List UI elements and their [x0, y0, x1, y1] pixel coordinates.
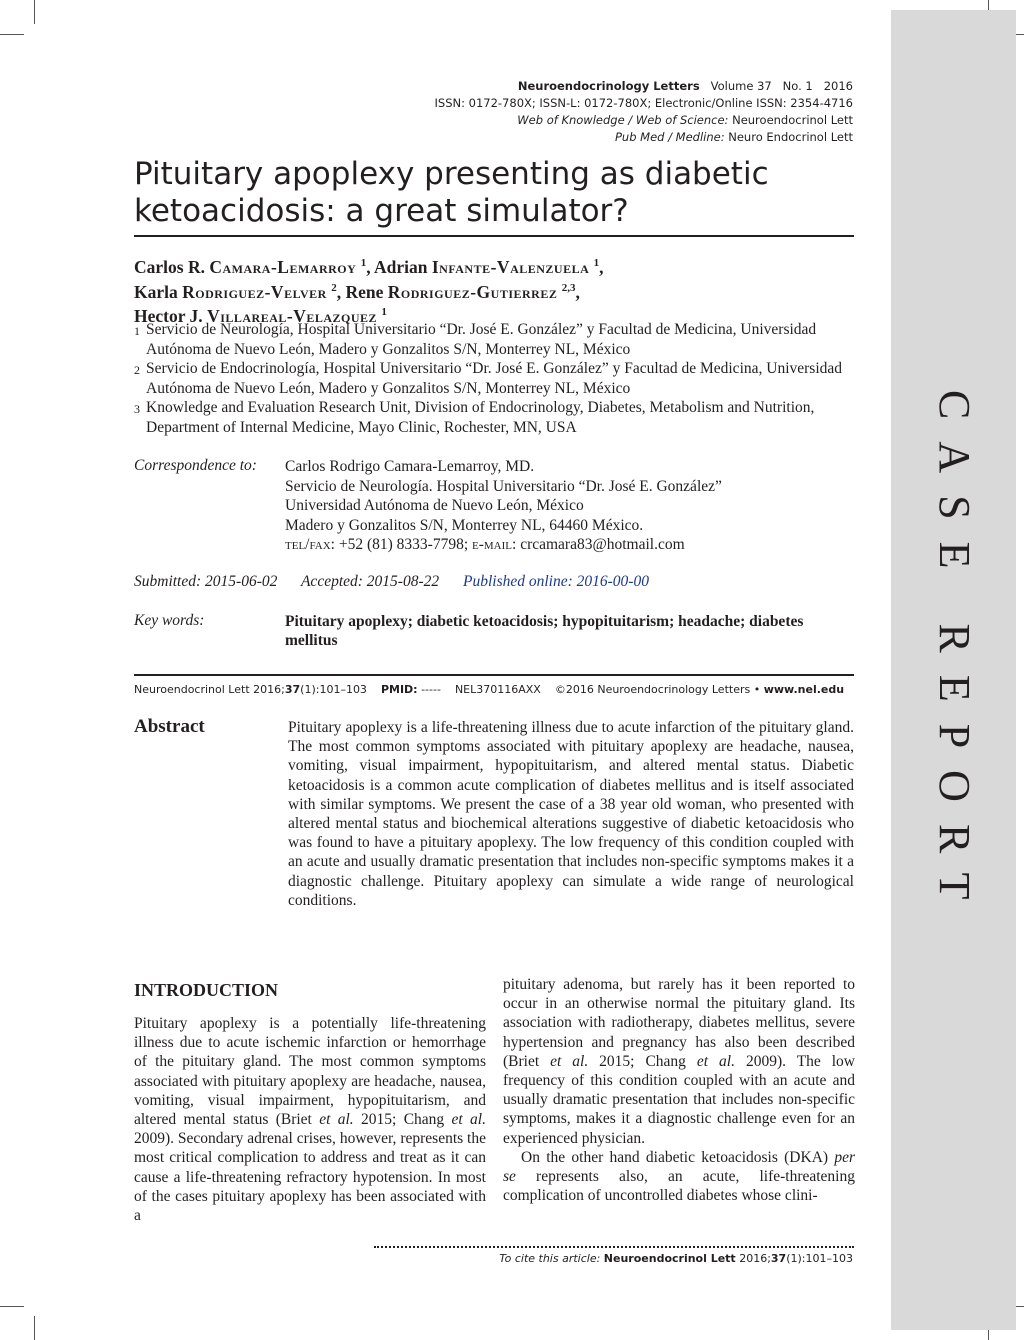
pubmed-value: Neuro Endocrinol Lett [728, 130, 853, 144]
introduction-heading: INTRODUCTION [134, 980, 279, 1000]
affiliation: 1 Servicio de Neurología, Hospital Universitario “Dr. José E. González” y Facultad de Medicina, Universidad Autónoma de Nuevo León, Madero y Gonzalitos S/N, Monterrey NL, México [134, 321, 817, 358]
correspondence-label: Correspondence to: [134, 457, 257, 474]
journal-number: No. 1 [782, 79, 813, 93]
body-column-left [134, 1014, 486, 1225]
journal-issn: ISSN: 0172-780X; ISSN-L: 0172-780X; Electronic/Online ISSN: 2354-4716 [434, 96, 853, 110]
journal-url[interactable]: www.nel.edu [763, 683, 845, 696]
paragraph: On the other hand diabetic ketoacidosis (DKA) per se represents also, an acute, life-threatening complication of uncontrolled diabetes whose clini- [503, 1148, 855, 1205]
abstract-text: Pituitary apoplexy is a life-threatening illness due to acute infarction of the pituitary gland. The most common symptoms associated with pituitary apoplexy are headache, nausea, vomiting, visual impairment, hypopituitarism, and altered mental status. Diabetic ketoacidosis is a common acute complication of diabetes mellitus and is itself associated with similar symptoms. We present the case of a 38 year old woman, who presented with altered mental status and biochemical alterations suggestive of diabetic ketoacidosis who was found to have a pituitary apoplexy. The low frequency of this condition coupled with an acute and usually dramatic presentation that includes non-specific symptoms makes it a diagnostic challenge. Pituitary apoplexy can simulate a wide range of neurological conditions. [288, 719, 854, 909]
correspondence-block [285, 457, 845, 555]
keywords: Pituitary apoplexy; diabetic ketoacidosis; hypopituitarism; headache; diabetes mellitus [285, 613, 804, 649]
journal-header [293, 78, 853, 146]
crop-mark [34, 0, 35, 24]
author: Karla Rodriguez-Velver $^2$ [134, 281, 337, 302]
copyright: ©2016 Neuroendocrinology Letters • www.nel.edu [554, 683, 845, 696]
correspondence-line: Universidad Autónoma de Nuevo León, México [285, 497, 584, 514]
affiliation: 2 Servicio de Endocrinología, Hospital Universitario “Dr. José E. González” y Facultad de Medicina, Universidad Autónoma de Nuevo León, Madero y Gonzalitos S/N, Monterrey NL, México [134, 360, 843, 397]
abstract-heading: Abstract [134, 716, 205, 737]
wok-label: Web of Knowledge / Web of Science: [517, 113, 729, 127]
crop-mark [0, 34, 24, 35]
author: Adrian Infante-Valenzuela $^1$ [373, 256, 600, 277]
author: Hector J. Villareal-Velazquez $^1$ [134, 306, 387, 327]
body-column-right [503, 975, 855, 1205]
article-title: Pituitary apoplexy presenting as diabetic ketoacidosis: a great simulator? [134, 156, 769, 229]
journal-volume: Volume 37 [710, 79, 772, 93]
dates [134, 573, 669, 591]
pubmed-label: Pub Med / Medline: [615, 130, 725, 144]
author-list: Carlos R. Camara-Lemarroy $^1$, Adrian Infante-Valenzuela $^1$, Karla Rodriguez-Velver $^2$, Rene Rodriguez-Gutierrez $^{2,3}$, Hector J. Villareal-Velazquez $^1$ [134, 256, 604, 327]
affiliation-list [134, 320, 854, 437]
affiliation: 3 Knowledge and Evaluation Research Unit, Division of Endocrinology, Diabetes, Metabolism and Nutrition, Department of Internal Medicine, Mayo Clinic, Rochester, MN, USA [134, 399, 815, 436]
published-date: Published online: 2016-00-00 [463, 573, 649, 590]
correspondence-name: Carlos Rodrigo Camara-Lemarroy, MD. [285, 458, 535, 475]
wok-value: Neuroendocrinol Lett [732, 113, 853, 127]
crop-mark [34, 1316, 35, 1340]
submitted-date: Submitted: 2015-06-02 [134, 573, 278, 590]
email-link[interactable]: crcamara83@hotmail.com [520, 536, 685, 553]
cite-rule [134, 674, 854, 676]
keywords-label: Key words: [134, 612, 205, 629]
case-report-label: CASE REPORT [930, 390, 979, 922]
correspondence-line: Madero y Gonzalitos S/N, Monterrey NL, 64460 México. [285, 516, 644, 534]
correspondence-contact: tel/fax: +52 (81) 8333-7798; e-mail: crcamara83@hotmail.com [285, 536, 685, 553]
footer-divider [374, 1246, 854, 1248]
paragraph: pituitary adenoma, but rarely has it been reported to occur in an otherwise normal the pituitary gland. Its association with radiotherapy, diabetes mellitus, severe hypertension and pregnancy has also been described (Briet et al. 2015; Chang et al. 2009). The low frequency of this condition coupled with an acute and usually dramatic presentation that includes non-specific symptoms, makes it a diagnostic challenge even for an experienced physician. [503, 976, 856, 1147]
accepted-date: Accepted: 2015-08-22 [300, 573, 440, 590]
crop-mark [0, 1306, 24, 1307]
title-rule [134, 235, 854, 237]
nel-code: NEL370116AXX [454, 683, 541, 696]
author: Rene Rodriguez-Gutierrez $^{2,3}$ [345, 281, 576, 302]
correspondence-line: Servicio de Neurología. Hospital Universitario “Dr. José E. González” [285, 477, 722, 495]
citation-ref: Neuroendocrinol Lett 2016;37(1):101–103 [134, 683, 367, 696]
citation-bar [134, 683, 854, 696]
author: Carlos R. Camara-Lemarroy $^1$ [134, 256, 367, 277]
pmid: PMID: ----- [380, 683, 441, 696]
footer-citation: To cite this article: Neuroendocrinol Lett 2016;37(1):101–103 [499, 1252, 853, 1265]
journal-year: 2016 [823, 79, 853, 93]
journal-name: Neuroendocrinology Letters [517, 79, 700, 93]
paragraph: Pituitary apoplexy is a potentially life-threatening illness due to acute ischemic infarction or hemorrhage of the pituitary gland. The most common symptoms associated with pituitary apoplexy are headache, nausea, vomiting, visual impairment, hypopituitarism, and altered mental status (Briet et al. 2015; Chang et al. 2009). Secondary adrenal crises, however, represents the most critical complication to address and treat as it can cause a life-threatening refractory hypotension. In most of the cases pituitary apoplexy has been associated with a [134, 1015, 486, 1225]
